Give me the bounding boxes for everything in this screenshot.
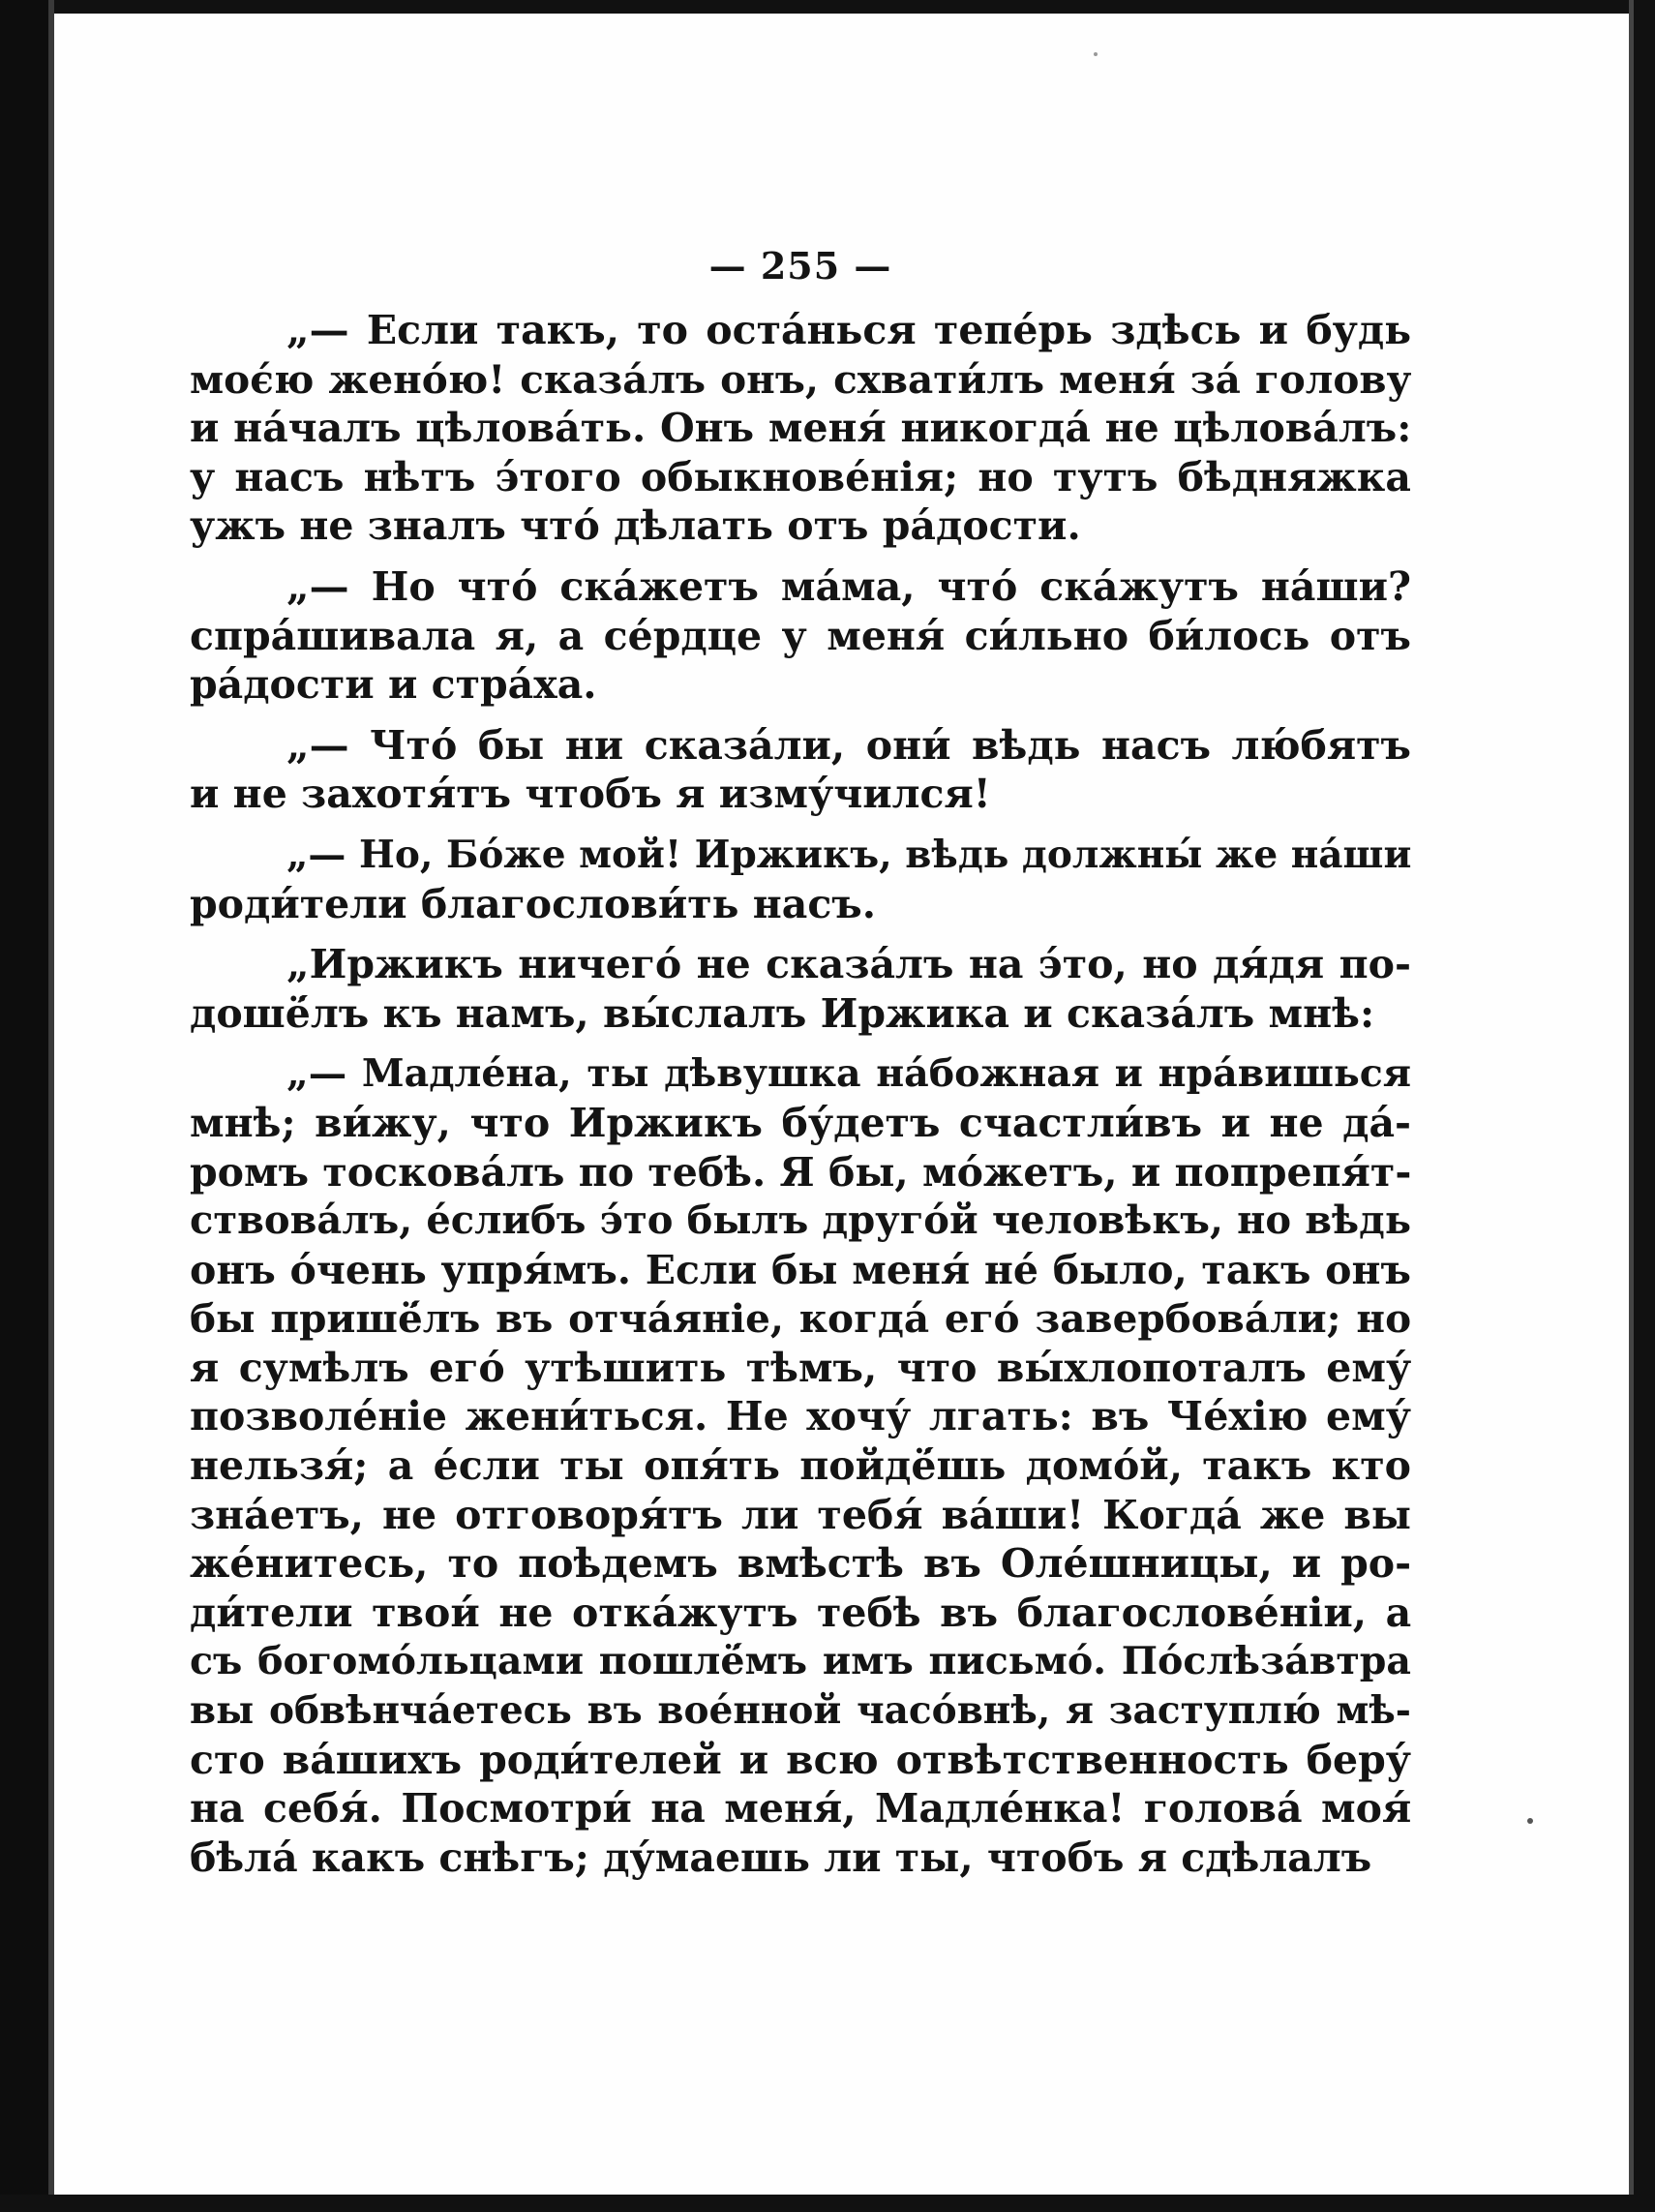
text-line: роди́тели благослови́ть насъ.	[190, 880, 877, 927]
text-line: бѣла́ какъ снѣгъ; ду́маешь ли ты, чтобъ я сдѣлалъ	[190, 1833, 1372, 1881]
text-line: „Иржикъ ничего́ не сказа́лъ на э́то, но дя́дя по-	[286, 941, 1411, 988]
text-line: сто ва́шихъ роди́телей и всю отвѣтственность беру́	[190, 1736, 1411, 1783]
text-line: бы пришё́лъ въ отча́яніе, когда́ его́ завербова́ли; но	[190, 1295, 1412, 1343]
scan-edge-bottom	[0, 2195, 1655, 2212]
scan-edge-top	[0, 0, 1655, 14]
text-line: и не захотя́тъ чтобъ я изму́чился!	[190, 771, 991, 818]
text-line: мнѣ; ви́жу, что Иржикъ бу́детъ счастли́въ и не да́-	[190, 1099, 1412, 1146]
scan-speck	[1527, 1818, 1533, 1824]
text-line: я сумѣлъ его́ утѣшить тѣмъ, что вы́хлопоталъ ему́	[190, 1344, 1412, 1391]
scan-edge-left	[0, 0, 48, 2212]
text-line: ромъ тоскова́лъ по тебѣ. Я бы, мо́жетъ, и попрепя́т-	[190, 1148, 1412, 1196]
scan-edge-right-shadow	[1629, 0, 1634, 2212]
text-line: съ богомо́льцами пошлё́мъ имъ письмо́. По́слѣза́втра	[190, 1639, 1412, 1684]
text-line: зна́етъ, не отговоря́тъ ли тебя́ ва́ши! Когда́ же вы	[190, 1491, 1411, 1538]
text-line: „— Если такъ, то оста́нься тепе́рь здѣсь и будь	[286, 307, 1412, 353]
paragraph	[190, 831, 1411, 928]
paragraph	[190, 940, 1411, 1038]
text-line: на себя́. Посмотри́ на меня́, Мадле́нка! голова́ моя́	[190, 1785, 1412, 1833]
paragraph	[190, 306, 1411, 551]
text-line: и на́чалъ цѣлова́ть. Онъ меня́ никогда́ не цѣлова́лъ:	[190, 405, 1412, 452]
text-line: „— Но, Бо́же мой! Иржикъ, вѣдь должны́ же на́ши	[286, 832, 1412, 877]
text-line: нельзя́; а е́сли ты опя́ть пойдё́шь домо́й, такъ кто	[190, 1442, 1411, 1490]
text-line: ди́тели твои́ не отка́жутъ тебѣ въ благослове́ніи, а	[190, 1589, 1412, 1636]
text-line: же́нитесь, то поѣдемъ вмѣстѣ въ Оле́шницы, и ро-	[190, 1540, 1412, 1588]
text-line: ужъ не зналъ что́ дѣлать отъ ра́дости.	[190, 502, 1081, 550]
page-number: — 255 —	[708, 244, 892, 288]
text-body	[190, 306, 1411, 1882]
scan-edge-right	[1634, 0, 1655, 2212]
text-line: ра́дости и стра́ха.	[190, 661, 597, 709]
text-line: вы обвѣнча́етесь въ вое́нной часо́внѣ, я заступлю́ мѣ-	[190, 1688, 1411, 1734]
text-line: дошё́лъ къ намъ, вы́слалъ Иржика и сказа́лъ мнѣ:	[190, 989, 1375, 1037]
page-body	[190, 232, 1411, 1894]
text-line: онъ о́чень упря́мъ. Если бы меня́ не́ было, такъ онъ	[190, 1246, 1411, 1293]
scan-speck	[1094, 52, 1098, 56]
paragraph	[190, 721, 1411, 819]
text-line: „— Но что́ ска́жетъ ма́ма, что́ ска́жутъ на́ши?	[286, 562, 1411, 610]
text-line: у насъ нѣтъ э́того обыкнове́нія; но тутъ бѣдняжка	[190, 453, 1411, 500]
text-line: спра́шивала я, а се́рдце у меня́ си́льно би́лось отъ	[190, 612, 1411, 659]
text-line: моє́ю жено́ю! сказа́лъ онъ, схвати́лъ меня́ за́ голову	[190, 355, 1412, 403]
paragraph	[190, 1049, 1411, 1882]
text-line: позволе́ніе жени́ться. Не хочу́ лгать: въ Че́хію ему́	[190, 1393, 1411, 1440]
paragraph	[190, 562, 1411, 710]
text-line: ствова́лъ, е́слибъ э́то былъ друго́й человѣкъ, но вѣдь	[190, 1197, 1411, 1244]
scan-edge-left-shadow	[48, 0, 54, 2212]
text-line: „— Мадле́на, ты дѣвушка на́божная и нра́вишься	[286, 1051, 1411, 1097]
text-line: „— Что́ бы ни сказа́ли, они́ вѣдь насъ лю́бятъ	[286, 721, 1411, 769]
